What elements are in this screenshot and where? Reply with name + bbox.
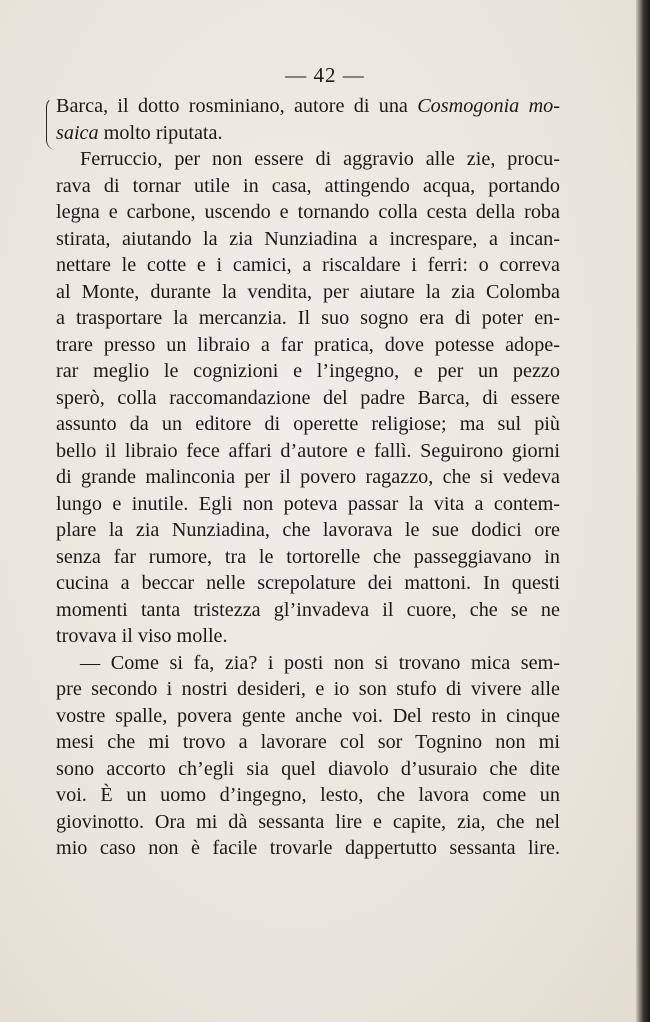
text-line: di grande malinconia per il povero ragazzo, che si vedeva — [56, 466, 560, 488]
page-number: — 42 — — [285, 63, 365, 87]
text-line: rar meglio le cognizioni e l’ingegno, e per un pezzo — [56, 360, 560, 382]
text-line: bello il libraio fece affari d’autore e fallì. Seguirono giorni — [56, 439, 560, 462]
text-line: senza far rumore, tra le tortorelle che passeggiavano in — [56, 545, 560, 568]
text-line: mio caso non è facile trovarle dappertutto sessanta lire. — [56, 837, 560, 859]
text-line: a trasportare la mercanzia. Il suo sogno era di poter en- — [56, 307, 560, 329]
text-line: momenti tanta tristezza gl’invadeva il cuore, che se ne — [56, 598, 560, 621]
text-line: nettare le cotte e i camici, a riscaldare i ferri: o correva — [56, 254, 560, 276]
text-line: sono accorto ch’egli sia quel diavolo d’usuraio che dite — [56, 757, 560, 780]
text-line: Ferruccio, per non essere di aggravio alle zie, procu- — [80, 148, 560, 170]
text-line: sperò, colla raccomandazione del padre Barca, di essere — [56, 386, 560, 409]
text-line: mesi che mi trovo a lavorare col sor Tognino non mi — [56, 731, 560, 753]
text-line: — Come si fa, zia? i posti non si trovano mica sem- — [80, 651, 560, 674]
text-line: trare presso un libraio a far pratica, dove potesse adope- — [56, 333, 560, 356]
text-line: al Monte, durante la vendita, per aiutare la zia Colomba — [56, 280, 560, 303]
body-text — [56, 93, 560, 862]
text-line: stirata, aiutando la zia Nunziadina a increspare, a incan- — [56, 227, 560, 250]
text-line: lungo e inutile. Egli non poteva passar la vita a contem- — [56, 492, 560, 515]
text-line: giovinotto. Ora mi dà sessanta lire e capite, zia, che nel — [56, 810, 560, 833]
text-line: trovava il viso molle. — [56, 625, 228, 647]
text-line: vostre spalle, povera gente anche voi. Del resto in cinque — [56, 704, 560, 727]
binding-edge — [636, 0, 650, 1022]
text-line: pre secondo i nostri desideri, e io son stufo di vivere alle — [56, 678, 560, 700]
text-line: Barca, il dotto rosminiano, autore di una Cosmogonia mo- — [56, 95, 560, 117]
text-line: legna e carbone, uscendo e tornando colla cesta della roba — [56, 201, 560, 223]
text-line: assunto da un editore di operette religiose; ma sul più — [56, 413, 560, 435]
text-line: cucina a beccar nelle screpolature dei mattoni. In questi — [56, 572, 560, 594]
text-line: rava di tornar utile in casa, attingendo acqua, portando — [56, 174, 560, 197]
text-line: plare la zia Nunziadina, che lavorava le sue dodici ore — [56, 519, 560, 541]
text-line: saica molto riputata. — [56, 121, 223, 144]
text-line: voi. È un uomo d’ingegno, lesto, che lavora come un — [56, 784, 560, 806]
